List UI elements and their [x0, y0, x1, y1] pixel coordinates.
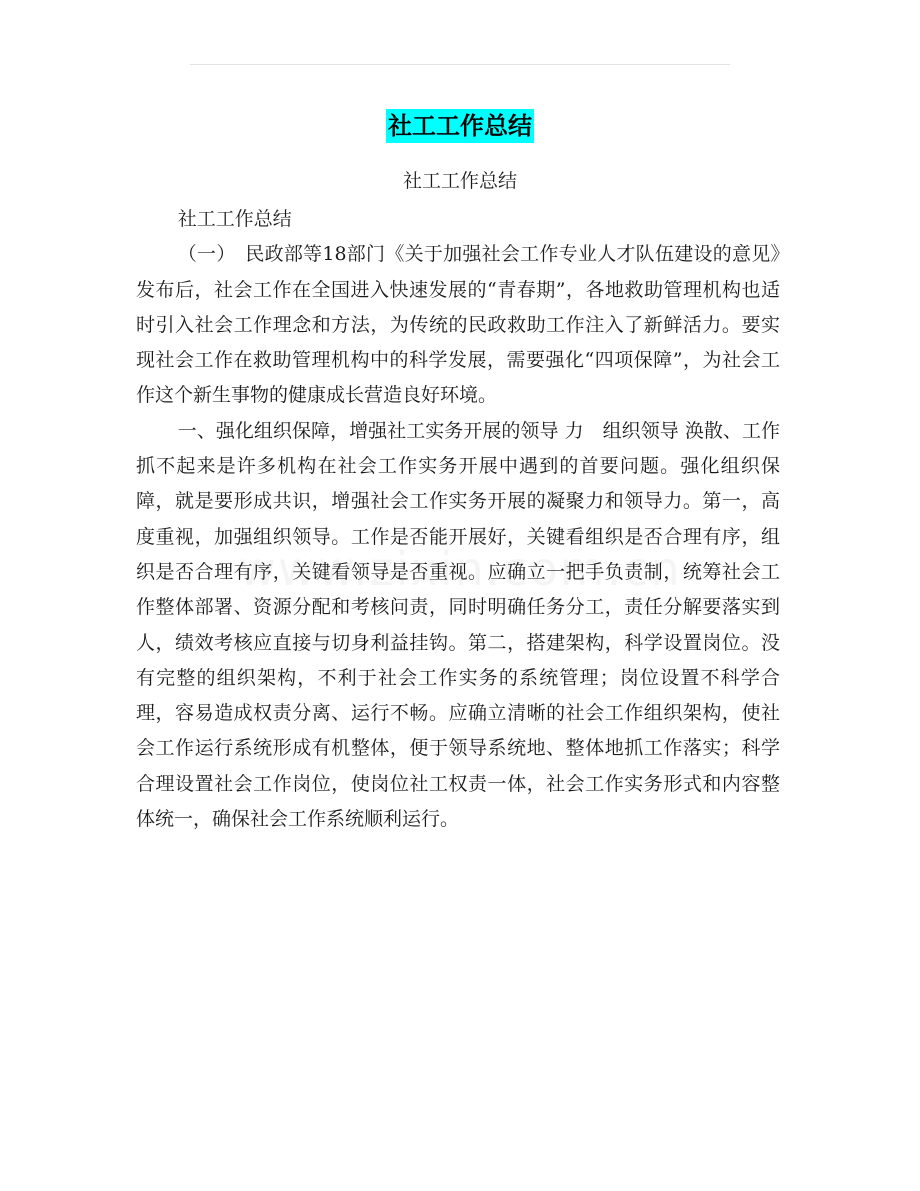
body-paragraph-heading: 社工工作总结 — [177, 208, 292, 230]
body-paragraph-intro: （一） 民政部等18部门《关于加强社会工作专业人才队伍建设的意见》发布后，社会工作在全国进入快速发展的“青春期”，各地救助管理机构也适时引入社会工作理念和方法，为传统的民政救助工作注入了新鲜活力。要实现社会工作在救助管理机构中的科学发展，需要强化“四项保障”，为社会工作这个新生事物的健康成长营造良好环境。 — [136, 243, 780, 407]
document-title — [0, 104, 920, 143]
document-body — [136, 202, 780, 837]
document-title-text: 社工工作总结 — [386, 109, 534, 143]
header-rule — [190, 64, 730, 65]
body-paragraph-section-one: 一、强化组织保障，增强社工实务开展的领导 力 组织领导 涣散、工作抓不起来是许多机构在社会工作实务开展中遇到的首要问题。强化组织保障，就是要形成共识，增强社会工作实务开展的凝聚力和领导力。第一，高度重视，加强组织领导。工作是否能开展好，关键看组织是否合理有序，组织是否合理有序，关键看领导是否重视。应确立一把手负责制，统筹社会工作整体部署、资源分配和考核问责，同时明确任务分工，责任分解要落实到人，绩效考核应直接与切身利益挂钩。第二，搭建架构，科学设置岗位。没有完整的组织架构，不利于社会工作实务的系统管理；岗位设置不科学合理，容易造成权责分离、运行不畅。应确立清晰的社会工作组织架构，使社会工作运行系统形成有机整体，便于领导系统地、整体地抓工作落实；科学合理设置社会工作岗位，使岗位社工权责一体，社会工作实务形式和内容整体统一，确保社会工作系统顺利运行。 — [136, 419, 780, 831]
document-subtitle: 社工工作总结 — [402, 170, 517, 192]
